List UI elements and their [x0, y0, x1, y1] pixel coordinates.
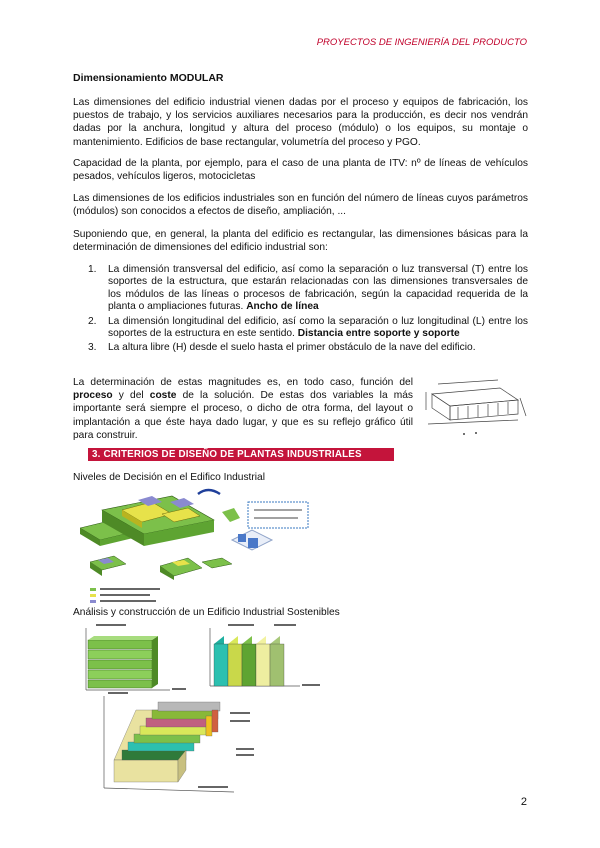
building-module-sketch	[418, 376, 530, 438]
list-item: 2. La dimensión longitudinal del edificio, así como la separación o luz longitudinal (L) entre los soportes de la estructura en este sentido. Distancia entre soporte y soporte	[88, 315, 528, 340]
decision-levels-figure	[80, 488, 340, 606]
sustainable-building-figure	[78, 620, 338, 796]
figure-caption-2: Análisis y construcción de un Edificio Industrial Sostenibles	[73, 607, 340, 618]
paragraph-5: La determinación de estas magnitudes es, en todo caso, función del proceso y del coste de la solución. De estas dos variables la más importante será siempre el proceso, o dicho de otra forma, del layout o implantación a que éste haya dado lugar, y que es su reflejo gráfico útil para construir.	[73, 377, 414, 441]
paragraph-2: Capacidad de la planta, por ejemplo, para el caso de una planta de ITV: nº de líneas de vehículos pesados, vehículos ligeros, motocicletas	[73, 158, 528, 183]
list-item: 1. La dimensión transversal del edificio, así como la separación o luz transversal (T) entre los soportes de la estructura, que estarán relacionadas con las dimensiones transversales de los módulos de las líneas o procesos de fabricación, según la capacidad requerida de la planta o ampliaciones futuras. Ancho de línea	[88, 264, 528, 313]
paragraph-1: Las dimensiones del edificio industrial vienen dadas por el proceso y equipos de fabricación, los puestos de trabajo, y los servicios auxiliares necesarios para la producción, es decir nos vendrán dadas por la anchura, longitud y altura del proceso (módulo) o los equipos, su montaje o mantenimiento. Edificios de base rectangular, volumetría del proceso y PGO.	[73, 97, 528, 148]
chapter-heading: 3. CRITERIOS DE DISEÑO DE PLANTAS INDUSTRIALES	[88, 448, 394, 461]
page-number: 2	[520, 796, 527, 808]
running-header: PROYECTOS DE INGENIERÍA DEL PRODUCTO	[316, 37, 527, 48]
paragraph-3: Las dimensiones de los edificios industriales son en función del número de líneas cuyos parámetros (módulos) son conocidos a efectos de diseño, ampliación, ...	[73, 193, 528, 218]
paragraph-4: Suponiendo que, en general, la planta del edificio es rectangular, las dimensiones básicas para la determinación de dimensiones del edificio industrial son:	[73, 229, 528, 254]
figure-caption-1: Niveles de Decisión en el Edifico Industrial	[73, 472, 265, 483]
section-title: Dimensionamiento MODULAR	[73, 72, 224, 84]
dimension-list	[88, 264, 528, 357]
list-item: 3. La altura libre (H) desde el suelo hasta el primer obstáculo de la nave del edificio.	[88, 342, 476, 354]
